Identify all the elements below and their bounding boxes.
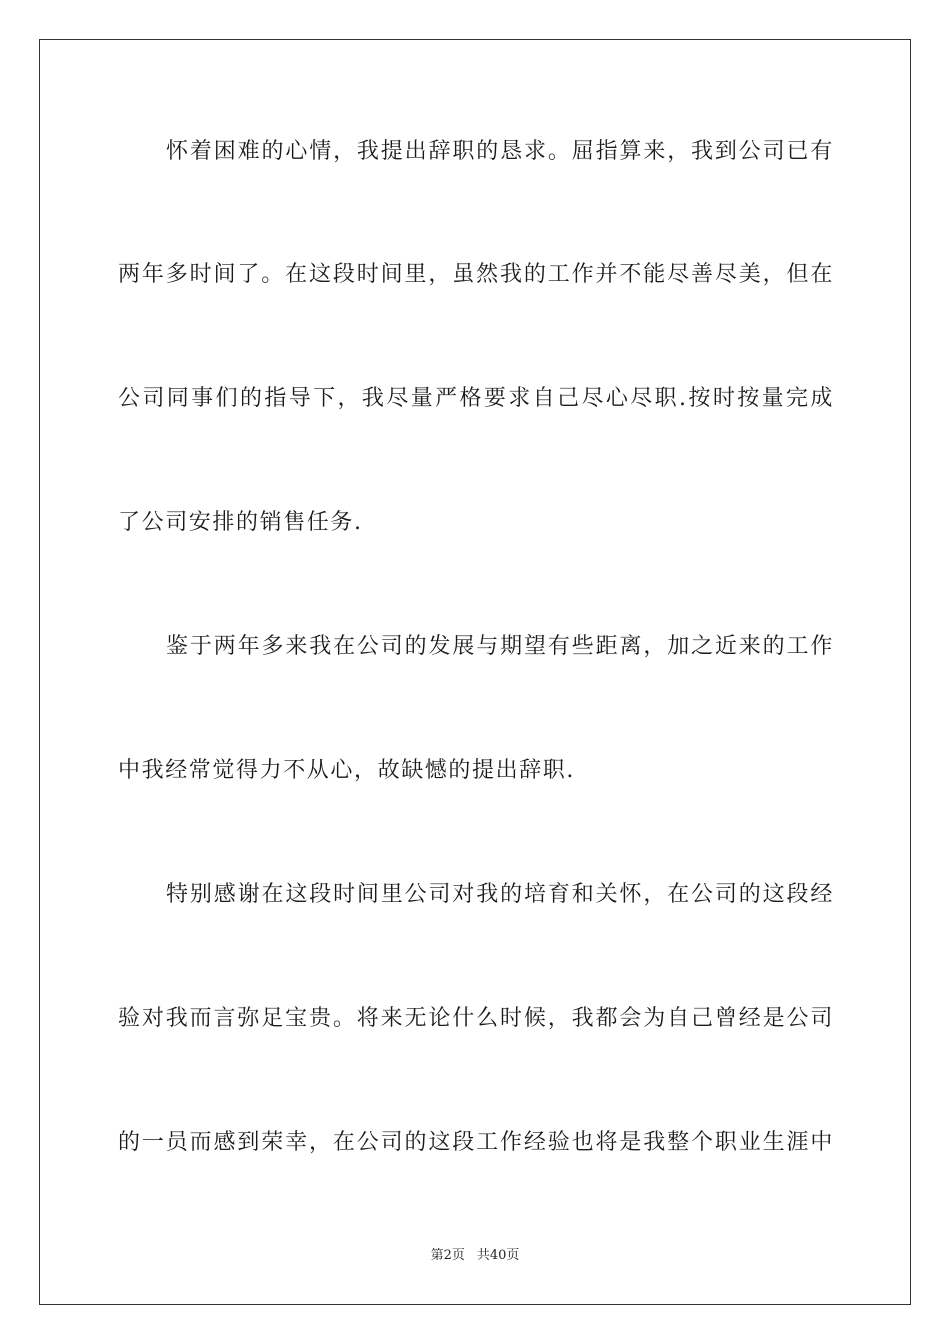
paragraph-line: 鉴于两年多来我在公司的发展与期望有些距离，加之近来的工作 (166, 634, 834, 659)
page-total: 共40页 (476, 1248, 520, 1263)
paragraph-line: 的一员而感到荣幸，在公司的这段工作经验也将是我整个职业生涯中 (118, 1130, 834, 1155)
page-border (39, 39, 911, 1305)
page-number: 第2页 (430, 1248, 465, 1263)
paragraph-line: 怀着困难的心情，我提出辞职的恳求。屈指算来，我到公司已有 (166, 139, 834, 164)
paragraph-line: 验对我而言弥足宝贵。将来无论什么时候，我都会为自己曾经是公司 (118, 1006, 834, 1031)
paragraph-line: 了公司安排的销售任务. (118, 510, 363, 535)
paragraph-line: 两年多时间了。在这段时间里，虽然我的工作并不能尽善尽美，但在 (118, 262, 834, 287)
page-footer (0, 1246, 950, 1266)
paragraph-line: 公司同事们的指导下，我尽量严格要求自己尽心尽职.按时按量完成 (118, 386, 834, 411)
paragraph-line: 特别感谢在这段时间里公司对我的培育和关怀，在公司的这段经 (166, 882, 834, 907)
paragraph-line: 中我经常觉得力不从心，故缺憾的提出辞职. (118, 758, 575, 783)
